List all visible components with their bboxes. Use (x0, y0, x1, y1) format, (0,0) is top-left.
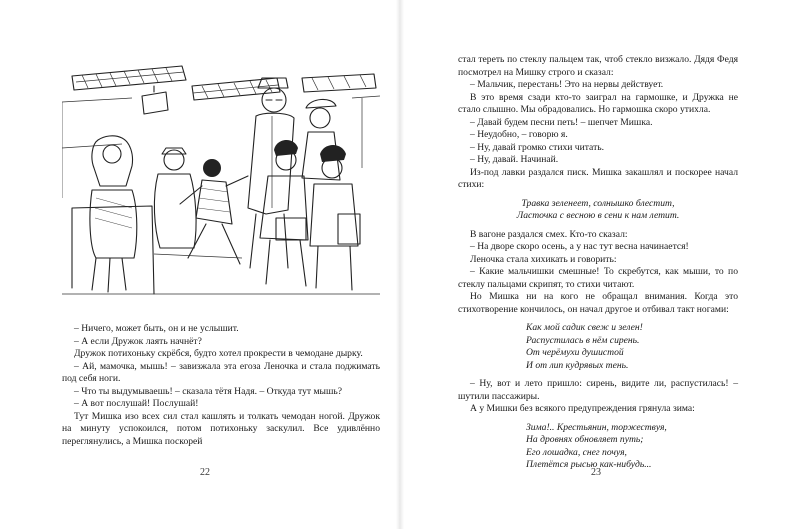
paragraph: – Какие мальчишки смешные! То скребутся, как мыши, то по стеклу пальцами скрипят, то стихи читают. (458, 266, 738, 290)
train-carriage-illustration (62, 58, 380, 298)
page-number-right: 23 (591, 467, 601, 478)
paragraph: – Ну, давай громко стихи читать. (470, 141, 605, 153)
paragraph: – Что ты выдумываешь! – сказала тётя Надя. – Откуда тут мышь? (74, 385, 343, 397)
paragraph: – Давай будем песни петь! – шепчет Мишка. (470, 116, 653, 128)
paragraph: – А если Дружок лаять начнёт? (74, 335, 202, 347)
verse-line: Как мой садик свеж и зелен! (526, 322, 643, 333)
left-page-text (62, 323, 380, 448)
paragraph: – Неудобно, – говорю я. (470, 129, 568, 140)
paragraph: Дружок потихоньку скрёбся, будто хотел прокрести в чемодане дырку. (74, 348, 363, 359)
verse-line: От черёмухи душистой (526, 347, 624, 358)
poem-summer (458, 322, 738, 372)
verse-line: Распустилась в нём сирень. (526, 334, 640, 346)
paragraph: Из-под лавки раздался писк. Мишка закашлял и поскорее начал стихи: (458, 166, 738, 190)
luggage-rack-right (302, 74, 376, 92)
boy-narrator (310, 145, 360, 290)
luggage-rack-left (72, 66, 186, 114)
verse-line: И от лип кудрявых тень. (526, 359, 629, 371)
paragraph: стал тереть по стеклу пальцем так, чтоб стекло визжало. Дядя Федя посмотрел на Мишку строго и сказал: (458, 54, 738, 78)
paragraph: – А вот послушай! Послушай! (74, 398, 199, 409)
verse-line: Ласточка с весною в сени к нам летит. (516, 210, 680, 221)
verse-line: На дровнях обновляет путь; (526, 434, 644, 445)
luggage-rack-center (192, 78, 280, 100)
woman-headscarf (90, 136, 137, 292)
paragraph: А у Мишки без всякого предупреждения грянула зима: (470, 403, 695, 414)
paragraph: Тут Мишка изо всех сил стал кашлять и толкать чемодан ногой. Дружок на минуту успокоился, потом потихоньку заскулил. Все удивлённо переглянулись, а Мишка поскорей (62, 410, 380, 447)
poem-winter (458, 422, 738, 472)
paragraph: В это время сзади кто-то заиграл на гармошке, и Дружка не стало слышно. Мы обрадовались. Но гармошка скоро утихла. (458, 91, 738, 115)
paragraph: – На дворе скоро осень, а у нас тут весна начинается! (470, 241, 689, 252)
right-page-text (458, 54, 738, 478)
paragraph: – Ай, мамочка, мышь! – завизжала эта егоза Леночка и стала поджимать под себя ноги. (62, 360, 380, 384)
paragraph: В вагоне раздался смех. Кто-то сказал: (470, 228, 628, 240)
verse-line: Зима!.. Крестьянин, торжествуя, (526, 421, 667, 433)
paragraph: Леночка стала хихикать и говорить: (470, 253, 617, 265)
paragraph: – Ну, вот и лето пришло: сирень, видите ли, распустилась! – шутили пассажиры. (458, 378, 738, 402)
passenger-cap (154, 148, 196, 248)
verse-line: Плетётся рысью как-нибудь... (526, 459, 652, 470)
verse-line: Травка зеленеет, солнышко блестит, (521, 197, 675, 209)
paragraph: Но Мишка ни на кого не обращал внимания. Когда это стихотворение кончилось, он начал другое и отбивал такт ногами: (458, 291, 738, 315)
boy-misha (260, 140, 308, 286)
paragraph: – Ничего, может быть, он и не услышит. (74, 323, 239, 334)
paragraph: – Ну, давай. Начинай. (470, 154, 559, 165)
poem-spring (458, 198, 738, 223)
verse-line: Его лошадка, снег почуя, (526, 446, 627, 458)
page-number-left: 22 (200, 467, 210, 478)
woman-with-hat (302, 99, 340, 180)
paragraph: – Мальчик, перестань! Это на нервы действует. (470, 79, 664, 90)
